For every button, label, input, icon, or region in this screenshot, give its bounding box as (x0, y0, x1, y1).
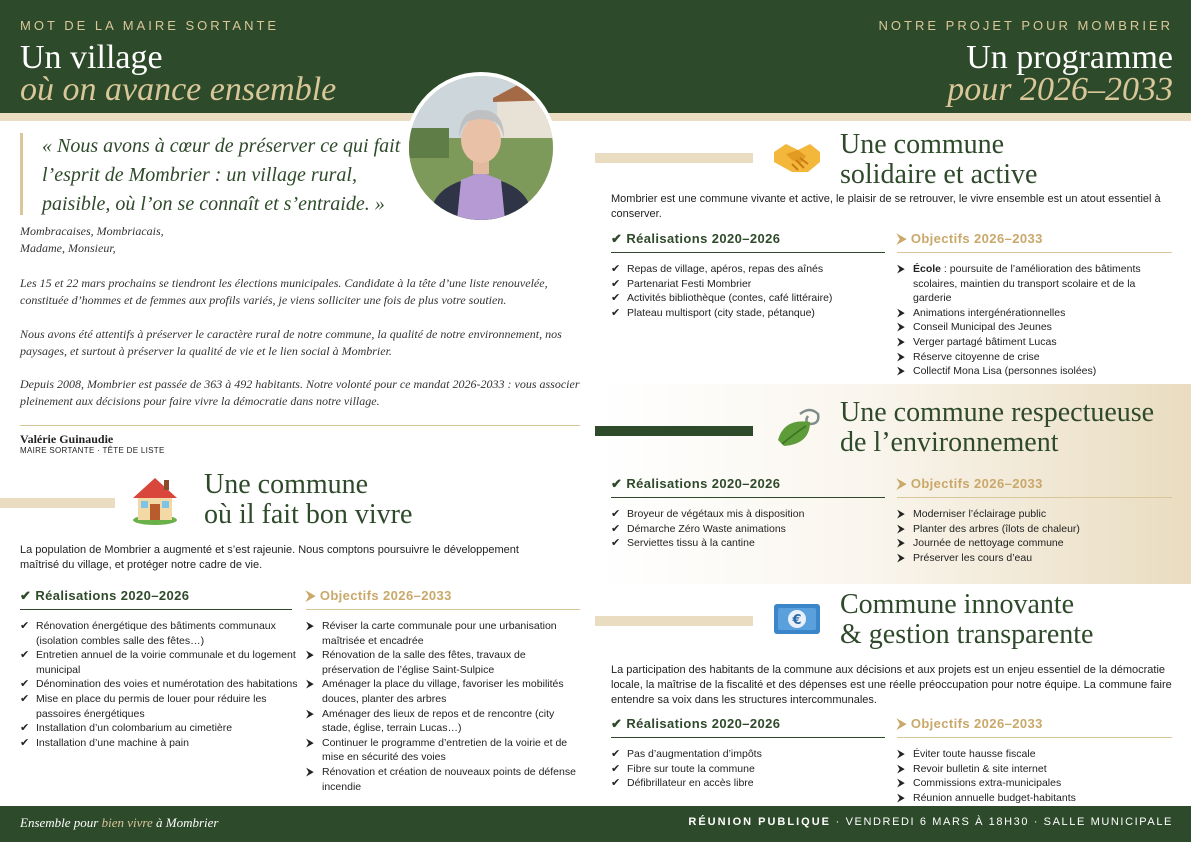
section-title-innovante-line2: & gestion transparente (840, 619, 1094, 650)
realisations-list-innovante (611, 747, 885, 791)
list-item-text: Rénovation de la salle des fêtes, travaux de préservation de l’église Saint-Sulpice (322, 649, 526, 676)
left-subtitle: où on avance ensemble (20, 71, 337, 108)
arrow-icon: ⮞ (897, 350, 905, 363)
list-item (611, 776, 885, 791)
check-icon: ✔ (20, 678, 30, 691)
list-item (611, 291, 885, 306)
arrow-icon: ⮞ (897, 365, 905, 378)
list-item (897, 262, 1172, 306)
section-bar (595, 616, 753, 626)
list-item (611, 277, 885, 292)
list-item-text: Réserve citoyenne de crise (913, 350, 1040, 363)
list-item-text: Moderniser l’éclairage public (913, 508, 1047, 520)
footer-meeting-details: · VENDREDI 6 MARS À 18H30 · SALLE MUNICIPALE (831, 816, 1173, 828)
check-icon: ✔ (20, 620, 30, 632)
objectifs-heading-label: Objectifs 2026–2033 (319, 588, 452, 603)
footer-meeting-title: RÉUNION PUBLIQUE (688, 816, 831, 828)
arrow-icon: ⮞ (897, 551, 905, 564)
list-item-text: Journée de nettoyage commune (913, 537, 1064, 550)
section-title-solidaire (840, 130, 1037, 190)
list-item-text: Revoir bulletin & site internet (913, 762, 1047, 775)
list-item (20, 692, 298, 721)
section-title-solidaire-line1: Une commune (840, 129, 1005, 160)
list-item-text: Réunion annuelle budget-habitants (913, 791, 1076, 804)
arrow-icon: ⮞ (306, 736, 314, 749)
list-item (897, 335, 1172, 350)
realisations-heading-label: Réalisations 2020–2026 (626, 476, 781, 491)
list-item (20, 648, 298, 677)
footer-band (0, 806, 1191, 842)
footer-slogan-part1: Ensemble pour (20, 815, 102, 830)
check-icon: ✔ (611, 508, 621, 520)
letter-paragraph-1: Les 15 et 22 mars prochains se tiendront les élections municipales. Candidate à la tête d’une liste renouvelée, constituée d’hommes et de femmes aux profils variés, je viens solliciter une fois de plus votre soutien. (20, 276, 548, 307)
portrait-photo (409, 76, 553, 220)
list-item (611, 762, 885, 777)
list-item (897, 507, 1172, 522)
right-title: Un programme (966, 39, 1173, 76)
objectifs-heading-solidaire: ⮞ Objectifs 2026–2033 (897, 231, 1172, 253)
section-title-innovante-line1: Commune innovante (840, 589, 1075, 620)
list-item (897, 320, 1172, 335)
realisations-heading-innovante: ✔ Réalisations 2020–2026 (611, 716, 885, 738)
section-title-vivre-line2: où il fait bon vivre (204, 499, 413, 530)
list-item-text: Dénomination des voies et numérotation des habitations (36, 678, 298, 691)
list-item (20, 619, 298, 648)
section-bar (0, 498, 115, 508)
check-icon: ✔ (611, 537, 621, 550)
list-item-text: Animations intergénérationnelles (913, 306, 1066, 319)
realisations-heading-label: Réalisations 2020–2026 (626, 231, 781, 246)
objectifs-heading-label: Objectifs 2026–2033 (910, 476, 1043, 491)
list-item-text: Installation d’une machine à pain (36, 736, 189, 749)
list-item-text: Continuer le programme d’entretien de la voirie et de mise en sécurité des voies (322, 736, 568, 764)
letter-paragraph-3: Depuis 2008, Mombrier est passée de 363 à 492 habitants. Notre volonté pour ce mandat 2026-2033 : vous associer pleinement aux décisions pour faire vivre la démocratie dans notre village. (20, 377, 580, 408)
list-item (611, 262, 885, 277)
quote-bar (20, 133, 23, 215)
list-item-text: Fibre sur toute la commune (627, 762, 755, 775)
list-item (897, 364, 1172, 379)
list-item (306, 707, 580, 736)
list-item (611, 536, 885, 551)
list-item (306, 677, 580, 706)
list-item (897, 747, 1172, 762)
signature-name: Valérie Guinaudie (20, 432, 114, 446)
svg-text:€: € (792, 613, 802, 628)
check-icon: ✔ (20, 692, 30, 705)
list-item (20, 677, 298, 692)
list-item-text: Entretien annuel de la voirie communale et du logement municipal (36, 649, 296, 676)
check-icon: ✔ (20, 649, 30, 662)
section-title-solidaire-line2: solidaire et active (840, 159, 1038, 190)
list-item (611, 522, 885, 537)
list-item-text: Préserver les cours d’eau (913, 551, 1033, 564)
arrow-icon: ⮞ (897, 777, 905, 790)
list-item-text: Plateau multisport (city stade, pétanque) (627, 306, 815, 319)
objectifs-heading-environnement: ⮞ Objectifs 2026–2033 (897, 476, 1172, 498)
list-item (897, 762, 1172, 777)
objectifs-list-environnement (897, 507, 1172, 565)
list-item (897, 350, 1172, 365)
arrow-icon: ⮞ (306, 765, 314, 778)
objectifs-heading-label: Objectifs 2026–2033 (910, 716, 1043, 731)
list-item (611, 747, 885, 762)
right-subtitle: pour 2026–2033 (947, 71, 1173, 108)
footer-meeting-info (688, 816, 1173, 828)
list-item-text: Activités bibliothèque (contes, café littéraire) (627, 292, 833, 305)
list-item-text: Installation d’un colombarium au cimetière (36, 722, 233, 735)
realisations-heading-label: Réalisations 2020–2026 (35, 588, 190, 603)
left-title: Un village (20, 39, 163, 76)
objectifs-heading-label: Objectifs 2026–2033 (910, 231, 1043, 246)
check-icon: ✔ (611, 777, 621, 790)
check-icon: ✔ (611, 522, 621, 535)
check-icon: ✔ (611, 263, 621, 275)
list-item-text: Démarche Zéro Waste animations (627, 522, 786, 535)
realisations-list-vivre (20, 619, 298, 750)
list-item-text: Réviser la carte communale pour une urbanisation maîtrisée et encadrée (322, 620, 557, 647)
objectif-emphasis: École (913, 263, 942, 275)
euro-banknote-icon (770, 592, 824, 646)
list-item (20, 736, 298, 751)
list-item-text: Éviter toute hausse fiscale (913, 748, 1036, 760)
arrow-icon: ⮞ (897, 306, 905, 319)
objectifs-list-solidaire (897, 262, 1172, 379)
arrow-icon: ⮞ (897, 522, 905, 535)
section-intro-solidaire: Mombrier est une commune vivante et active, le plaisir de se retrouver, le vivre ensemble est un atout essentiel à conserver. (611, 193, 1161, 220)
list-item (897, 776, 1172, 791)
realisations-list-environnement (611, 507, 885, 551)
arrow-icon: ⮞ (897, 748, 905, 760)
objectifs-list-vivre (306, 619, 580, 794)
list-item-text: Aménager la place du village, favoriser les mobilités douces, planter des arbres (322, 678, 564, 705)
list-item (20, 721, 298, 736)
list-item-text: Défibrillateur en accès libre (627, 777, 754, 790)
list-item-text: Collectif Mona Lisa (personnes isolées) (913, 365, 1097, 378)
realisations-heading-environnement: ✔ Réalisations 2020–2026 (611, 476, 885, 498)
check-icon: ✔ (20, 722, 30, 735)
list-item-text: Repas de village, apéros, repas des aînés (627, 263, 824, 275)
arrow-icon: ⮞ (897, 335, 905, 348)
check-icon: ✔ (611, 748, 621, 760)
footer-slogan-highlight: bien vivre (101, 815, 153, 830)
section-title-innovante (840, 590, 1093, 650)
list-item (306, 619, 580, 648)
mayor-quote: « Nous avons à cœur de préserver ce qui fait l’esprit de Mombrier : un village rural, paisible, où l’on se connaît et s’entraide. » (42, 135, 401, 215)
list-item-text: Broyeur de végétaux mis à disposition (627, 508, 805, 520)
section-title-environnement (840, 398, 1154, 458)
objectifs-heading-innovante: ⮞ Objectifs 2026–2033 (897, 716, 1172, 738)
list-item-text: Verger partagé bâtiment Lucas (913, 335, 1057, 348)
list-item (306, 648, 580, 677)
list-item (897, 306, 1172, 321)
check-icon: ✔ (20, 736, 30, 749)
greeting-line-2: Madame, Monsieur, (20, 241, 116, 255)
list-item-text: Aménager des lieux de repos et de rencontre (city stade, église, terrain Lucas…) (322, 707, 555, 735)
check-icon: ✔ (611, 762, 621, 775)
section-intro-vivre: La population de Mombrier a augmenté et s’est rajeunie. Nous comptons poursuivre le développement maîtrisé du village, et protéger notre cadre de vie. (20, 544, 519, 571)
list-item-text: Partenariat Festi Mombrier (627, 277, 752, 290)
house-icon (128, 472, 182, 526)
handshake-icon (770, 130, 824, 184)
arrow-icon: ⮞ (306, 620, 314, 632)
arrow-icon: ⮞ (897, 537, 905, 550)
list-item-text: Mise en place du permis de louer pour réduire les passoires énergétiques (36, 692, 267, 720)
check-icon: ✔ (611, 292, 621, 305)
check-icon: ✔ (611, 277, 621, 290)
mayor-portrait (405, 72, 557, 224)
greeting-line-1: Mombracaises, Mombriacais, (20, 224, 164, 238)
objectifs-heading-vivre: ⮞ Objectifs 2026–2033 (306, 588, 580, 610)
list-item (306, 736, 580, 765)
list-item (897, 791, 1172, 806)
section-title-vivre-line1: Une commune (204, 469, 369, 500)
section-title-environnement-line2: de l’environnement (840, 427, 1059, 458)
list-item-text: Pas d’augmentation d’impôts (627, 748, 762, 760)
signature-divider (20, 425, 580, 426)
right-kicker: NOTRE PROJET POUR MOMBRIER (878, 18, 1173, 33)
arrow-icon: ⮞ (897, 263, 905, 275)
realisations-list-solidaire (611, 262, 885, 320)
list-item-text: Conseil Municipal des Jeunes (913, 321, 1052, 334)
footer-slogan (20, 815, 218, 831)
section-title-environnement-line1: Une commune respectueuse (840, 397, 1155, 428)
list-item (897, 522, 1172, 537)
section-title-vivre (204, 470, 412, 530)
check-icon: ✔ (611, 306, 621, 319)
header-gold-strip (0, 113, 1191, 121)
list-item-text: Rénovation énergétique des bâtiments communaux (isolation combles salle des fêtes…) (36, 620, 276, 647)
signature-role: MAIRE SORTANTE · TÊTE DE LISTE (20, 446, 165, 455)
section-bar (595, 426, 753, 436)
objectif-text: : poursuite de l’amélioration des bâtiments scolaires, maintien du transport scolaire et de la garderie (913, 263, 1141, 305)
realisations-heading-vivre: ✔ Réalisations 2020–2026 (20, 588, 292, 610)
realisations-heading-solidaire: ✔ Réalisations 2020–2026 (611, 231, 885, 253)
list-item (611, 507, 885, 522)
list-item-text: Commissions extra-municipales (913, 777, 1062, 790)
arrow-icon: ⮞ (306, 678, 314, 691)
arrow-icon: ⮞ (897, 508, 905, 520)
arrow-icon: ⮞ (306, 649, 314, 662)
list-item (897, 536, 1172, 551)
arrow-icon: ⮞ (897, 321, 905, 334)
arrow-icon: ⮞ (306, 707, 314, 720)
left-kicker: MOT DE LA MAIRE SORTANTE (20, 18, 280, 33)
list-item (611, 306, 885, 321)
list-item (897, 551, 1172, 566)
realisations-heading-label: Réalisations 2020–2026 (626, 716, 781, 731)
arrow-icon: ⮞ (897, 791, 905, 804)
footer-slogan-part2: à Mombrier (152, 815, 219, 830)
list-item-text: Rénovation et création de nouveaux points de défense incendie (322, 765, 576, 793)
list-item (306, 765, 580, 794)
leaf-icon (770, 400, 824, 454)
section-intro-innovante: La participation des habitants de la commune aux décisions et aux projets est un enjeu essentiel de la démocratie locale, la maîtrise de la fiscalité et des dépenses est une réelle préoccupation pour notre équipe. La commune faire entendre sa voix dans les structures intercommunales. (611, 664, 1172, 706)
letter-paragraph-2: Nous avons été attentifs à préserver le caractère rural de notre commune, la qualité de notre environnement, nos paysages, et surtout à préserver la qualité de vie et le lien social à Mombrier. (20, 327, 562, 358)
arrow-icon: ⮞ (897, 762, 905, 775)
list-item-text: Planter des arbres (îlots de chaleur) (913, 522, 1080, 535)
list-item-text: Serviettes tissu à la cantine (627, 537, 755, 550)
objectifs-list-innovante (897, 747, 1172, 805)
section-bar (595, 153, 753, 163)
